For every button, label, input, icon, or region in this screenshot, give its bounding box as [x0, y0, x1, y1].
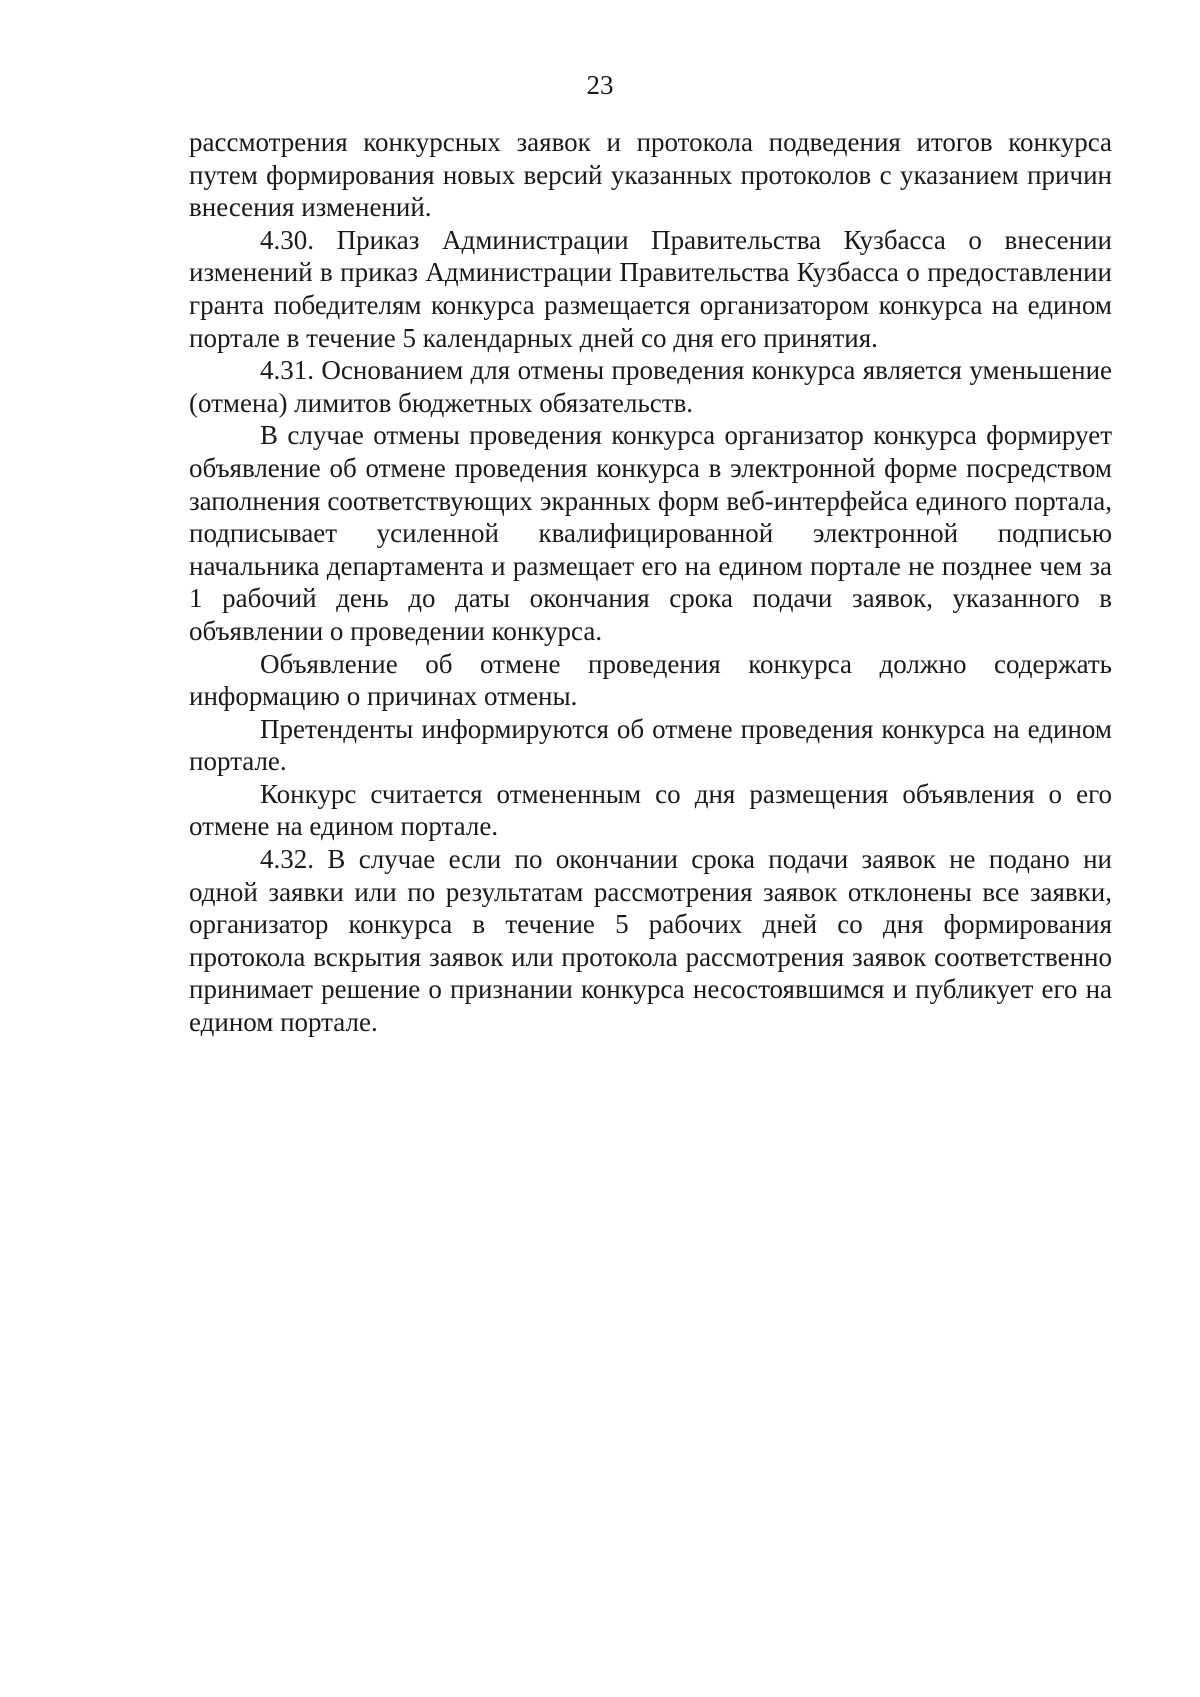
- paragraph-cancellation-content: Объявление об отмене проведения конкурса должно содержать информацию о причинах отмены.: [189, 648, 1112, 712]
- paragraph-continuation: рассмотрения конкурсных заявок и протокола подведения итогов конкурса путем формирования новых версий указанных протоколов с указанием причин внесения изменений.: [189, 127, 1112, 223]
- paragraph-4-31: 4.31. Основанием для отмены проведения конкурса является уменьшение (отмена) лимитов бюджетных обязательств.: [189, 355, 1112, 418]
- paragraph-cancellation-effective: Конкурс считается отмененным со дня размещения объявления о его отмене на едином портале.: [189, 778, 1112, 842]
- paragraph-4-32: 4.32. В случае если по окончании срока подачи заявок не подано ни одной заявки или по результатам рассмотрения заявок отклонены все заявки, организатор конкурса в течение 5 рабочих дней со дня формирования протокола вскрытия заявок или протокола рассмотрения заявок соответственно принимает решение о признании конкурса несостоявшимся и публикует его на едином портале.: [189, 844, 1112, 1038]
- paragraph-cancellation-procedure: В случае отмены проведения конкурса организатор конкурса формирует объявление об отмене проведения конкурса в электронной форме посредством заполнения соответствующих экранных форм веб-интерфейса единого портала, подписывает усиленной квалифицированной электронной подписью начальника департамента и размещает его на едином портале не позднее чем за 1 рабочий день до даты окончания срока подачи заявок, указанного в объявлении о проведении конкурса.: [189, 420, 1112, 646]
- page-number: 23: [586, 70, 614, 100]
- paragraph-applicants-informed: Претенденты информируются об отмене проведения конкурса на едином портале.: [189, 713, 1112, 777]
- paragraph-4-30: 4.30. Приказ Администрации Правительства Кузбасса о внесении изменений в приказ Администрации Правительства Кузбасса о предоставлении гранта победителям конкурса размещается организатором конкурса на едином портале в течение 5 календарных дней со дня его принятия.: [189, 224, 1112, 353]
- document-body: [189, 126, 1112, 1039]
